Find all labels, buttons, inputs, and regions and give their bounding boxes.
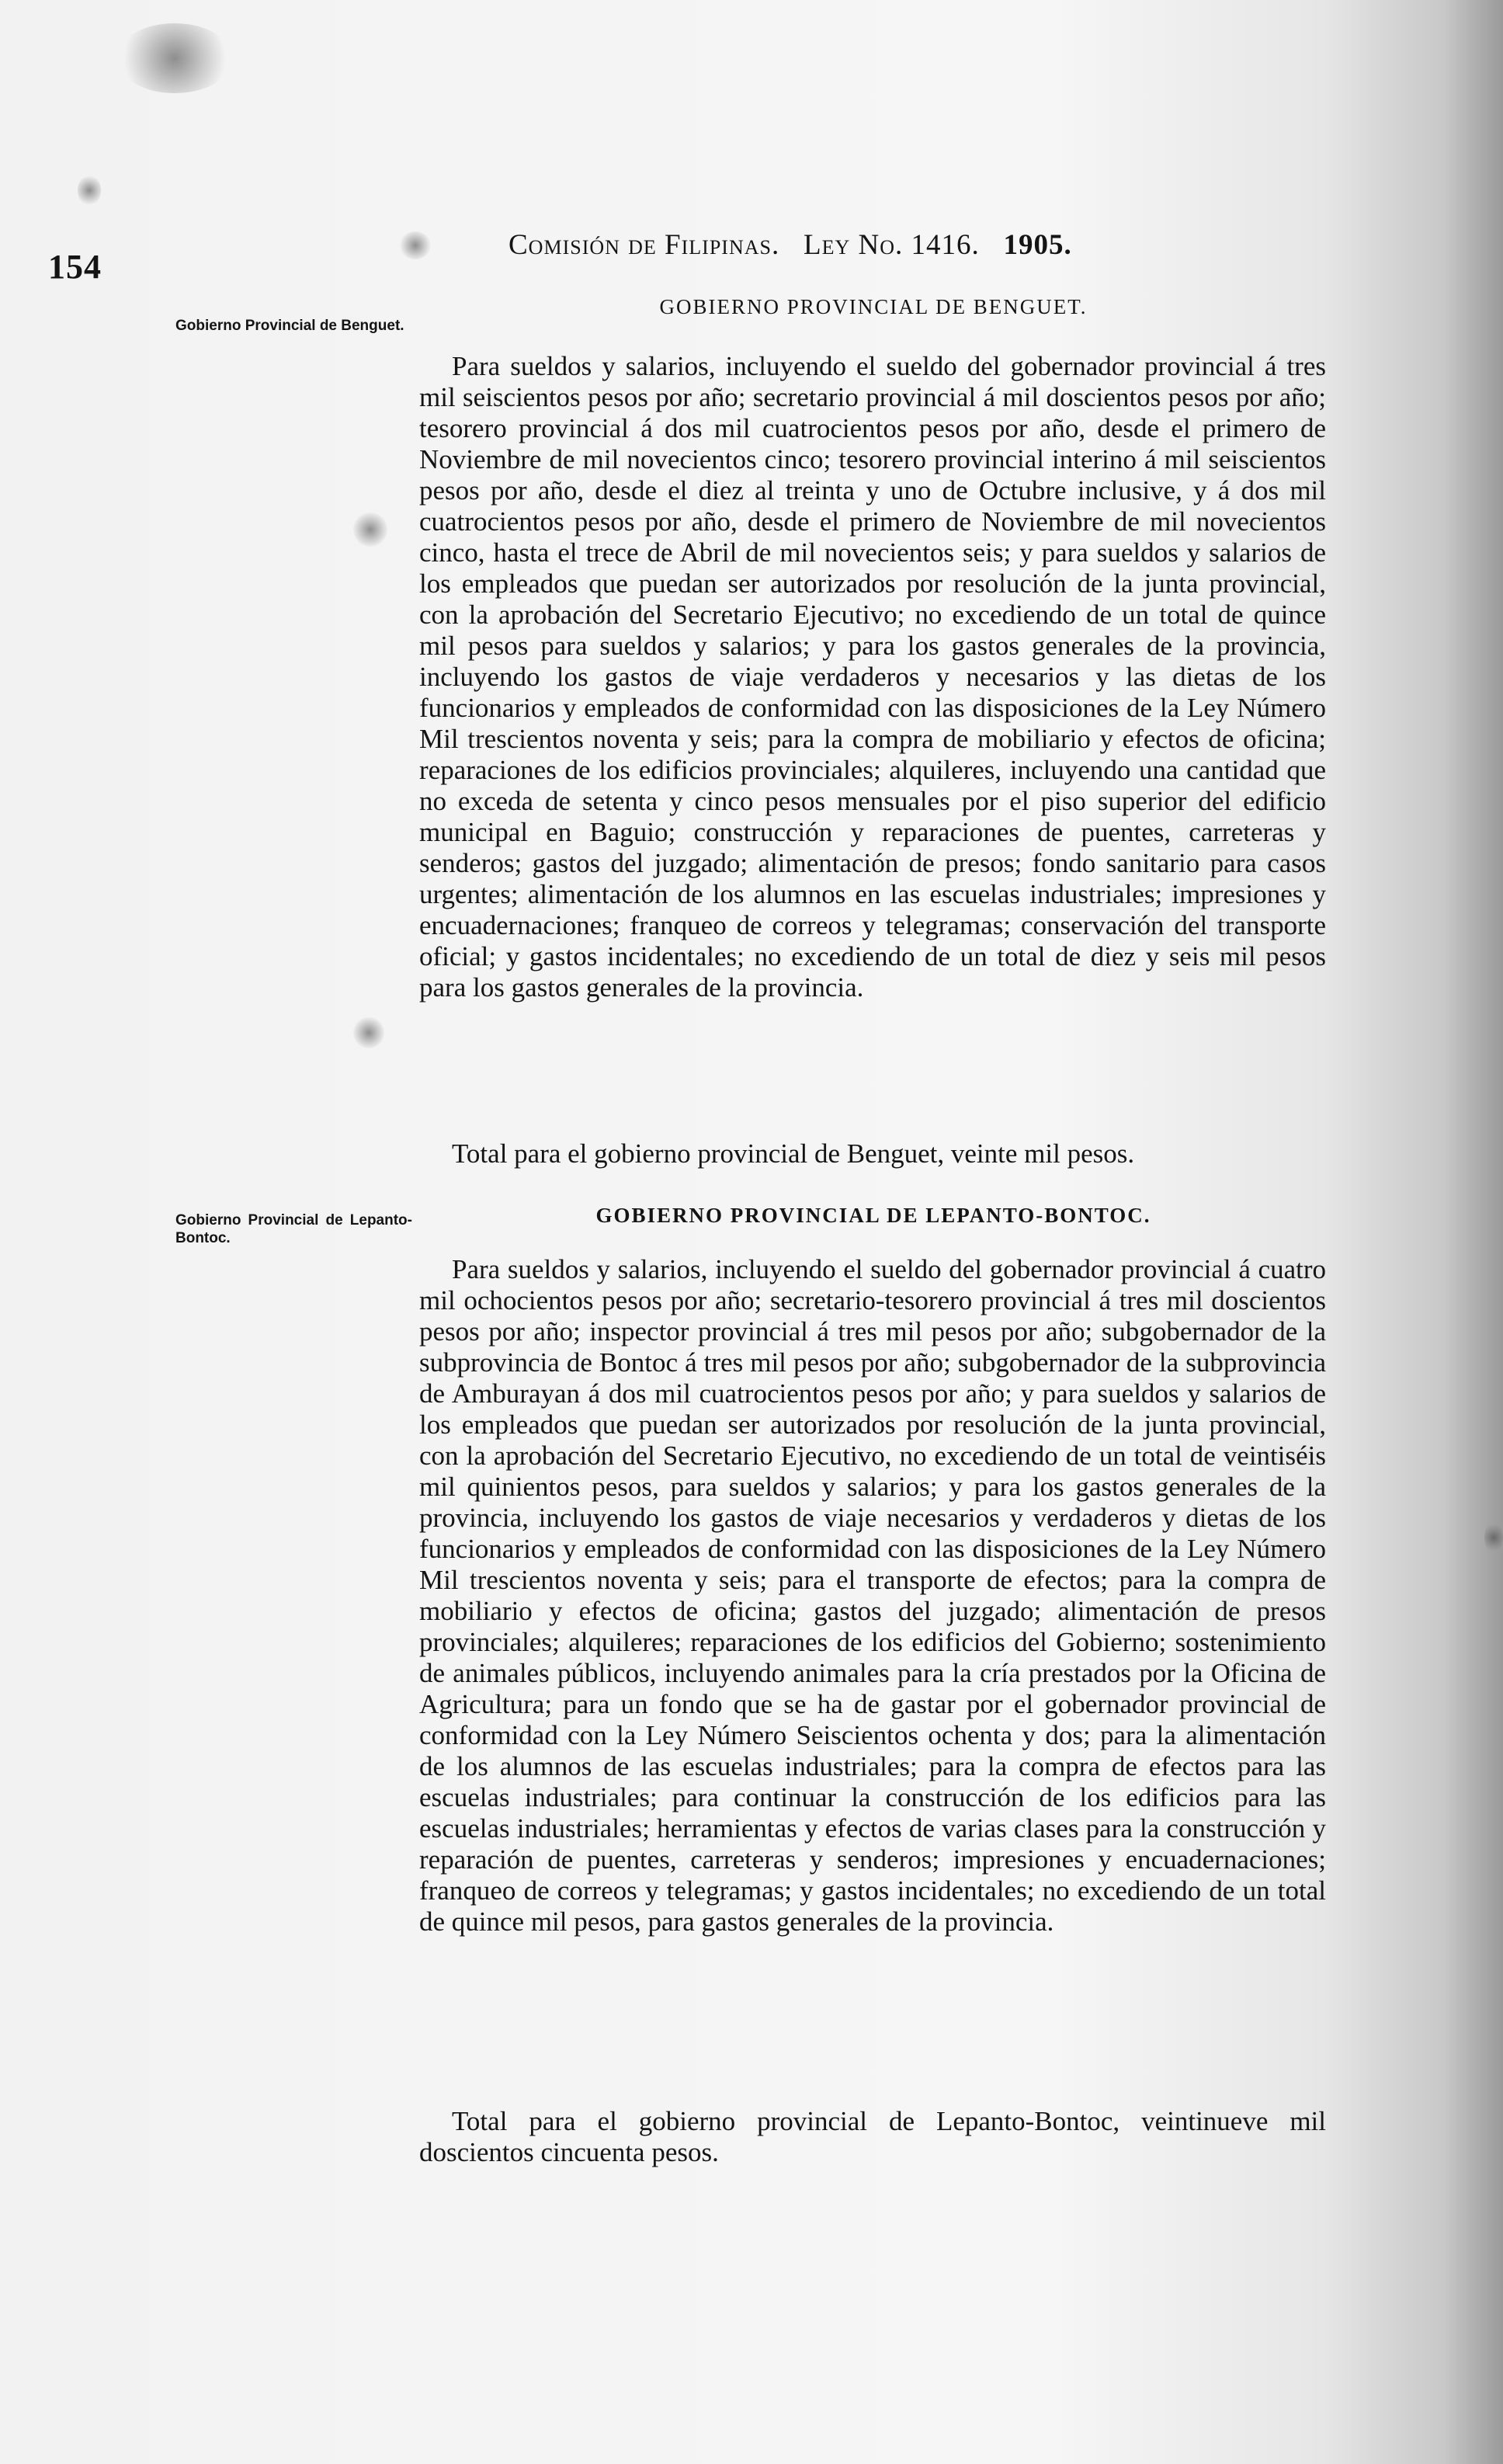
section-body-lepanto-bontoc (419, 1254, 1326, 1937)
total-lepanto-bontoc: Total para el gobierno provincial de Lepanto-Bontoc, veintinueve mil doscientos cincuenta pesos. (419, 2106, 1326, 2167)
ink-speck-left (78, 175, 101, 206)
ink-speck-right-edge (1484, 1522, 1503, 1553)
ink-speck-heading (400, 231, 431, 259)
running-head (509, 228, 1207, 262)
running-head-law: Ley No. 1416. (803, 229, 980, 261)
section-heading-lepanto-bontoc: GOBIERNO PROVINCIAL DE LEPANTO-BONTOC. (595, 1204, 1151, 1227)
section-heading-benguet: GOBIERNO PROVINCIAL DE BENGUET. (659, 295, 1088, 318)
margin-note-benguet: Gobierno Provincial de Benguet. (175, 318, 404, 334)
ink-smudge-top-left (116, 23, 233, 93)
ink-speck-lower-margin (353, 1017, 384, 1048)
paragraph-benguet: Para sueldos y salarios, incluyendo el sueldo del gobernador provincial á tres mil seiscientos pesos por año; secretario provincial á mil doscientos pesos por año; tesorero provincial á dos mil cuatrocientos pesos por año, desde el primero de Noviembre de mil novecientos cinco; tesorero provincial interino á mil seiscientos pesos por año, desde el diez al treinta y uno de Octubre inclusive, y á dos mil cuatrocientos pesos por año, desde el primero de Noviembre de mil novecientos cinco, hasta el trece de Abril de mil novecientos seis; y para sueldos y salarios de los empleados que puedan ser autorizados por resolución de la junta provincial, con la aprobación del Secretario Ejecutivo; no excediendo de un total de quince mil pesos para sueldos y salarios; y para los gastos generales de la provincia, incluyendo los gastos de viaje verdaderos y necesarios y las dietas de los funcionarios y empleados de conformidad con las disposiciones de la Ley Número Mil trescientos noventa y seis; para la compra de mobiliario y efectos de oficina; reparaciones de los edificios provinciales; alquileres, incluyendo una cantidad que no exceda de setenta y cinco pesos mensuales por el piso superior del edificio municipal en Baguio; construcción y reparaciones de puentes, carreteras y senderos; gastos del juzgado; alimentación de presos; fondo sanitario para casos urgentes; alimentación de los alumnos en las escuelas industriales; impresiones y encuadernaciones; franqueo de correos y telegramas; conservación del transporte oficial; y gastos incidentales; no excediendo de un total de diez y seis mil pesos para los gastos generales de la provincia. (419, 351, 1326, 1003)
running-head-year: 1905. (1003, 229, 1072, 261)
section-total-benguet (419, 1138, 1326, 1169)
margin-note-lepanto-bontoc: Gobierno Provincial de Lepanto-Bontoc. (175, 1212, 412, 1246)
total-benguet: Total para el gobierno provincial de Benguet, veinte mil pesos. (452, 1138, 1135, 1169)
running-head-title: Comisión de Filipinas. (509, 229, 780, 261)
page-number: 154 (48, 248, 102, 286)
section-total-lepanto-bontoc (419, 2106, 1326, 2168)
paragraph-lepanto-bontoc: Para sueldos y salarios, incluyendo el sueldo del gobernador provincial á cuatro mil ochocientos pesos por año; secretario-tesorero provincial á tres mil doscientos pesos por año; inspector provincial á tres mil pesos por año; subgobernador de la subprovincia de Bontoc á tres mil pesos por año; subgobernador de la subprovincia de Amburayan á dos mil cuatrocientos pesos por año; y para sueldos y salarios de los empleados que puedan ser autorizados por resolución de la junta provincial, con la aprobación del Secretario Ejecutivo, no excediendo de un total de veintiséis mil quinientos pesos, para sueldos y salarios; y para los gastos generales de la provincia, incluyendo los gastos de viaje necesarios y verdaderos y dietas de los funcionarios y empleados de conformidad con las disposiciones de la Ley Número Mil trescientos noventa y seis; para el transporte de efectos; para la compra de mobiliario y efectos de oficina; gastos del juzgado; alimentación de presos provinciales; alquileres; reparaciones de los edificios del Gobierno; sostenimiento de animales públicos, incluyendo animales para la cría prestados por la Oficina de Agricultura; para un fondo que se ha de gastar por el gobernador provincial de conformidad con la Ley Número Seiscientos ochenta y dos; para la alimentación de los alumnos de las escuelas industriales; para la compra de efectos para las escuelas industriales; para continuar la construcción de los edificios para las escuelas industriales; herramientas y efectos de varias clases para la construcción y reparación de puentes, carreteras y senderos; impresiones y encuadernaciones; franqueo de correos y telegramas; y gastos incidentales; no excediendo de un total de quince mil pesos, para gastos generales de la provincia. (419, 1254, 1326, 1937)
ink-speck-margin (353, 513, 387, 547)
section-body-benguet (419, 351, 1326, 1003)
